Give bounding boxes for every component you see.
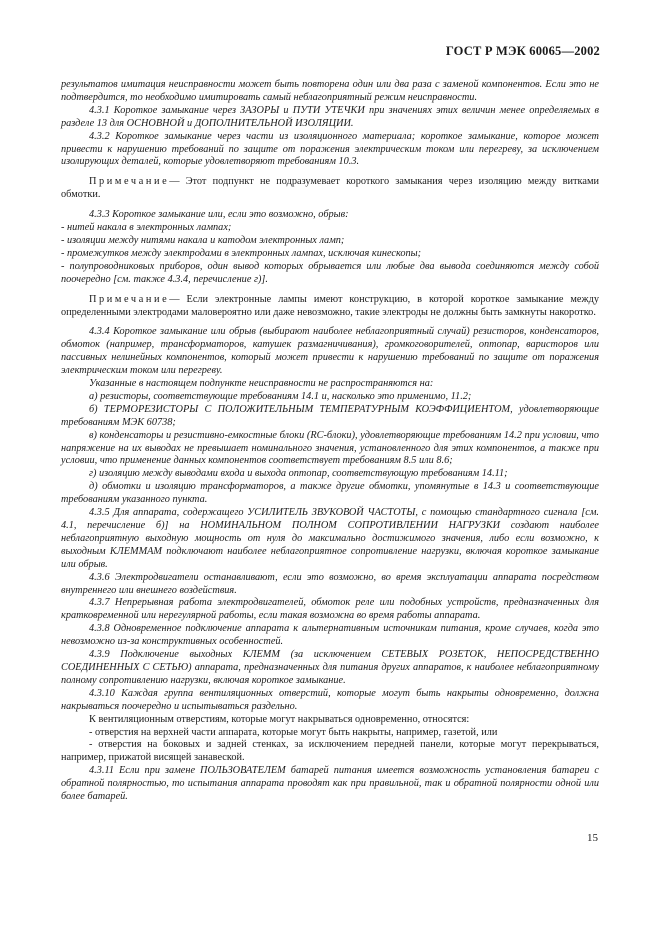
- note-label: Примечание: [89, 293, 170, 305]
- list-item: а) резисторы, соответствующие требованиям 14.1 и, насколько это применимо, 11.2;: [89, 390, 472, 402]
- ventilation-lead: К вентиляционным отверстиям, которые могут накрываться одновременно, относятся:: [89, 713, 470, 725]
- clause-4-3-9: 4.3.9 Подключение выходных КЛЕММ (за исключением СЕТЕВЫХ РОЗЕТОК, НЕПОСРЕДСТВЕННО СОЕДИНЕННЫХ С СЕТЬЮ) аппарата, предназначенных для питания других аппаратов, к наиболее неблагоприятному полному сопротивлению нагрузки, включая короткое замыкание.: [61, 649, 599, 686]
- list-item: б) ТЕРМОРЕЗИСТОРЫ С ПОЛОЖИТЕЛЬНЫМ ТЕМПЕРАТУРНЫМ КОЭФФИЦИЕНТОМ, удовлетворяющие требованиям МЭК 60738;: [61, 403, 599, 428]
- clause-4-3-10: 4.3.10 Каждая группа вентиляционных отверстий, которые могут быть накрыты одновременно, должна накрываться поочередно и испытываться раздельно.: [61, 687, 599, 712]
- list-item: в) конденсаторы и резистивно-емкостные блоки (RC-блоки), удовлетворяющие требованиям 14.2 при условии, что напряжение на их выводах не превышает номинального значения, установленного для этих компонентов, а также при условии, что применение данных компонентов соответствует требованиям 8.5 или 8.6;: [61, 429, 599, 467]
- list-item: - изоляции между нитями накала и катодом электронных ламп;: [61, 234, 345, 246]
- clause-4-3-2: 4.3.2 Короткое замыкание через части из изоляционного материала; короткое замыкание, которое может привести к нарушению требований по защите от поражения электрическим током или перегреву, за исключением изолирующих деталей, которые удовлетворяют требованиям 10.3.: [61, 130, 599, 168]
- exceptions-lead: Указанные в настоящем подпункте неисправности не распространяются на:: [89, 378, 434, 390]
- list-item: д) обмотки и изоляцию трансформаторов, а также другие обмотки, упомянутые в 14.3 и соответствующие требованиям указанного пункта.: [61, 481, 599, 506]
- note-2: [61, 294, 599, 320]
- paragraph-continuation: результатов имитация неисправности может быть повторена один или два раза с заменой компонентов. Если это не подтвердится, то необходимо имитировать самый неблагоприятный режим неисправности.: [61, 79, 599, 103]
- clause-4-3-3: 4.3.3 Короткое замыкание или, если это возможно, обрыв:: [89, 209, 349, 221]
- note-text: — Если электронные лампы имеют конструкцию, в которой короткое замыкание между определенными электродами маловероятно или даже невозможно, такие электроды не должны быть замкнуты накоротко.: [61, 293, 599, 318]
- clause-4-3-8: 4.3.8 Одновременное подключение аппарата к альтернативным источникам питания, кроме случаев, когда это невозможно из-за конструктивных особенностей.: [61, 623, 599, 648]
- list-item: - промежутков между электродами в электронных лампах, исключая кинескопы;: [61, 247, 422, 259]
- note-label: Примечание: [89, 176, 170, 188]
- note-text: — Этот подпункт не подразумевает короткого замыкания через изоляцию между витками обмотки.: [61, 176, 599, 201]
- clause-4-3-7: 4.3.7 Непрерывная работа электродвигателей, обмоток реле или подобных устройств, предназначенных для кратковременной или нерегулярной работы, если такая возможна во время работы аппарата.: [61, 597, 599, 622]
- list-item: - полупроводниковых приборов, один вывод которых обрывается или любые два вывода соединяются между собой поочередно [см. также 4.3.4, перечисление г)].: [61, 260, 599, 285]
- list-item: - отверстия на боковых и задней стенках, за исключением передней панели, которые могут перекрываться, например, прижатой висящей занавеской.: [61, 739, 599, 764]
- clause-4-3-11: 4.3.11 Если при замене ПОЛЬЗОВАТЕЛЕМ батарей питания имеется возможность установления батареи с обратной полярностью, то испытания аппарата проводят как при правильной, так и обратной полярности одной или более батарей.: [61, 765, 599, 803]
- list-item: г) изоляцию между выводами входа и выхода оптопар, соответствующую требованиям 14.11;: [89, 468, 508, 480]
- clause-4-3-4: 4.3.4 Короткое замыкание или обрыв (выбирают наиболее неблагоприятный случай) резисторов, конденсаторов, обмоток (например, трансформаторов, катушек размагничивания), громкоговорителей, оптопар, варисторов или пассивных нелинейных компонентов, который может привести к нарушению требований по защите от поражения электрическим током или перегреву.: [61, 326, 599, 377]
- list-item: - нитей накала в электронных лампах;: [61, 222, 232, 234]
- clause-4-3-5: 4.3.5 Для аппарата, содержащего УСИЛИТЕЛЬ ЗВУКОВОЙ ЧАСТОТЫ, с помощью стандартного сигнала [см. 4.1, перечисление б)] на НОМИНАЛЬНОМ ПОЛНОМ СОПРОТИВЛЕНИИ НАГРУЗКИ создают наиболее неблагоприятную выходную мощность от нуля до максимально достижимого значения, либо если возможно, к выходным КЛЕММАМ подключают наиболее неблагоприятное сопротивление нагрузки, включая короткое замыкание или обрыв.: [61, 507, 599, 570]
- standard-header: ГОСТ Р МЭК 60065—2002: [445, 44, 600, 58]
- clause-4-3-6: 4.3.6 Электродвигатели останавливают, если это возможно, во время эксплуатации аппарата посредством внутреннего или внешнего воздействия.: [61, 571, 599, 596]
- list-item: - отверстия на верхней части аппарата, которые могут быть накрыты, например, газетой, или: [89, 726, 498, 738]
- note-1: [61, 176, 599, 202]
- document-body: [61, 79, 599, 804]
- clause-4-3-1: 4.3.1 Короткое замыкание через ЗАЗОРЫ и ПУТИ УТЕЧКИ при значениях этих величин менее определяемых в разделе 13 для ОСНОВНОЙ и ДОПОЛНИТЕЛЬНОЙ ИЗОЛЯЦИИ.: [61, 104, 599, 129]
- page-number: 15: [587, 832, 598, 844]
